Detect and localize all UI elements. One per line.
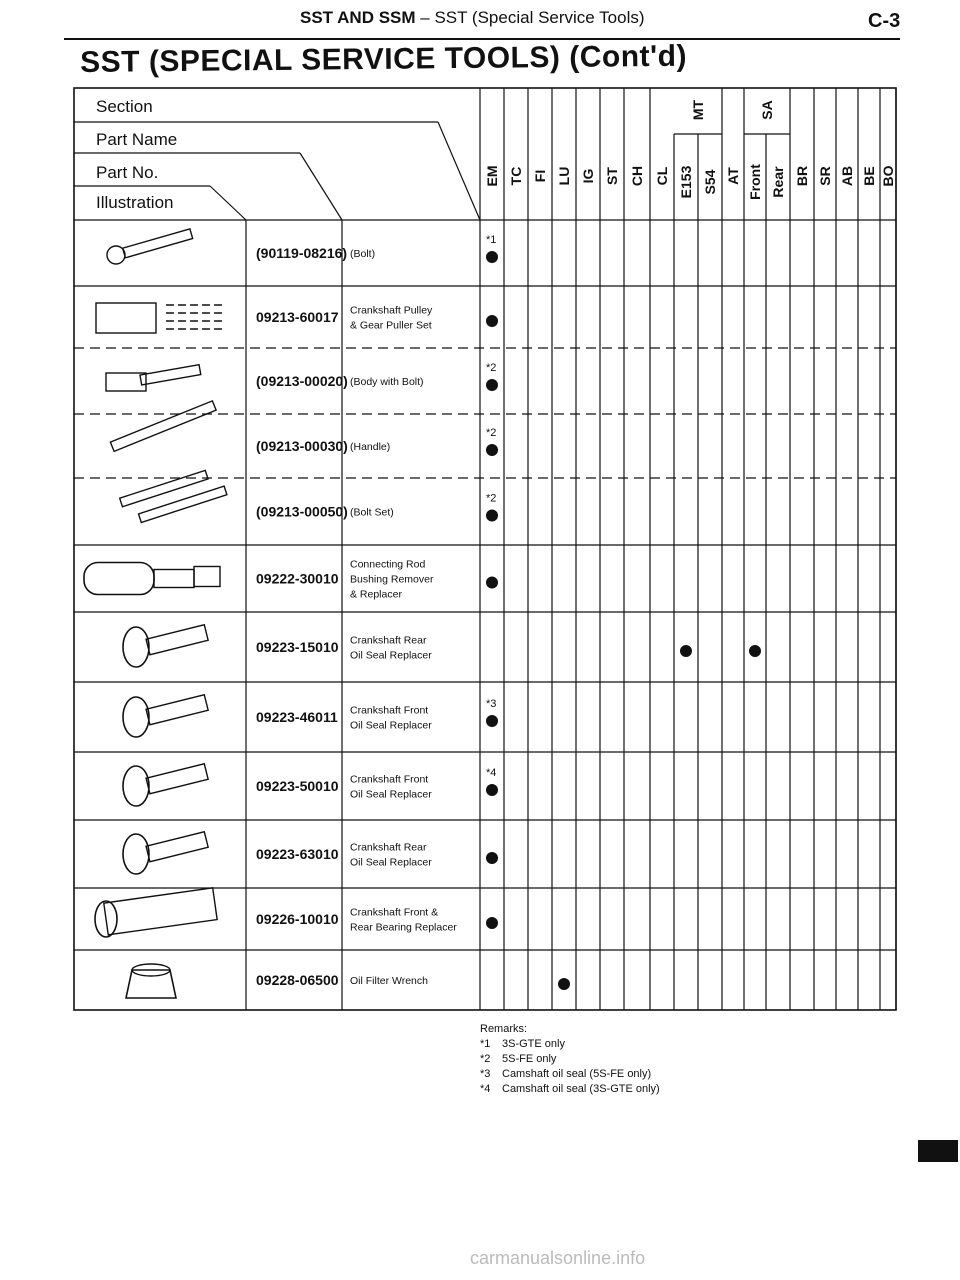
part-number: (09213-00020): [256, 373, 348, 389]
part-name-line: Bushing Remover: [350, 573, 434, 586]
part-number: 09226-10010: [256, 911, 339, 927]
column-label-sr: SR: [817, 166, 833, 186]
part-number: 09222-30010: [256, 570, 339, 587]
part-name-line: Oil Seal Replacer: [350, 719, 432, 732]
part-name-line: Oil Seal Replacer: [350, 649, 432, 662]
part-number: (09213-00030): [256, 438, 348, 454]
header-section-label: Section: [96, 97, 153, 116]
header-part-no-label: Part No.: [96, 163, 159, 182]
applicability-dot-em: [486, 379, 498, 391]
watermark: carmanualsonline.info: [470, 1248, 646, 1268]
part-name-line: Crankshaft Front &: [350, 906, 439, 919]
part-number: 09213-60017: [256, 309, 339, 325]
applicability-dot-e153: [680, 645, 692, 657]
applicability-dot-em: [486, 315, 498, 327]
column-label-ig: IG: [580, 168, 596, 184]
column-label-st: ST: [604, 167, 620, 185]
part-name-line: Oil Filter Wrench: [350, 975, 428, 987]
remark-item: *4 Camshaft oil seal (3S-GTE only): [480, 1083, 660, 1095]
part-name-line: Crankshaft Rear: [350, 841, 427, 854]
column-label-fi: FI: [532, 169, 548, 183]
table-frame: [74, 88, 896, 1010]
part-number: 09228-06500: [256, 972, 339, 988]
running-header-section: SST AND SSM: [300, 8, 416, 27]
header-illustration-label: Illustration: [96, 193, 174, 212]
bearing-replacer-illustration: [95, 888, 217, 937]
applicability-dot-em: [486, 444, 498, 456]
header-diagonal: [438, 122, 480, 220]
seal-replacer-illustration: [123, 764, 208, 806]
header-diagonal: [210, 186, 246, 220]
applicability-note: *2: [486, 492, 497, 505]
applicability-note: *2: [486, 427, 497, 439]
bushing-remover-illustration: [84, 563, 220, 595]
part-name-line: Rear Bearing Replacer: [350, 921, 457, 934]
column-label-e153: E153: [678, 165, 694, 199]
part-name-line: Crankshaft Front: [350, 704, 429, 717]
section-edge-tab: [918, 1140, 958, 1162]
running-header-subtitle: – SST (Special Service Tools): [415, 8, 645, 27]
column-label-at: AT: [725, 167, 741, 185]
part-name-line: Crankshaft Rear: [350, 634, 427, 647]
part-name-line: Connecting Rod: [350, 558, 426, 571]
bolt-illustration: [107, 229, 193, 264]
group-label-sa: SA: [759, 100, 775, 120]
applicability-dot-em: [486, 784, 498, 796]
filter-wrench-illustration: [126, 964, 176, 998]
applicability-dot-em: [486, 917, 498, 929]
part-number: 09223-15010: [256, 639, 339, 655]
applicability-dot-em: [486, 510, 498, 522]
column-label-tc: TC: [508, 166, 524, 186]
column-label-s54: S54: [702, 169, 718, 195]
column-label-ch: CH: [629, 165, 645, 187]
remark-item: *2 5S-FE only: [480, 1053, 557, 1065]
column-label-front: Front: [747, 164, 763, 200]
column-label-be: BE: [861, 166, 877, 186]
column-label-em: EM: [484, 165, 500, 187]
applicability-note: *2: [486, 362, 497, 374]
puller-set-case-illustration: [96, 303, 226, 333]
part-name-line: (Bolt Set): [350, 506, 394, 519]
part-number: 09223-46011: [256, 709, 338, 725]
part-number: (09213-00050): [256, 503, 348, 520]
column-label-lu: LU: [556, 166, 572, 186]
applicability-dot-lu: [558, 978, 570, 990]
header-part-name-label: Part Name: [96, 130, 178, 149]
applicability-dot-em: [486, 715, 498, 727]
column-label-ab: AB: [839, 165, 855, 187]
applicability-note: *3: [486, 698, 497, 710]
part-number: 09223-63010: [256, 846, 339, 862]
remarks-title: Remarks:: [480, 1023, 528, 1035]
seal-replacer-illustration: [123, 832, 208, 874]
remark-item: *3 Camshaft oil seal (5S-FE only): [480, 1068, 652, 1080]
part-name-line: Oil Seal Replacer: [350, 856, 432, 869]
seal-replacer-illustration: [123, 695, 208, 737]
part-name-line: Crankshaft Pulley: [350, 304, 433, 317]
applicability-dot-front: [749, 645, 761, 657]
applicability-dot-em: [486, 577, 498, 589]
column-label-bo: BO: [880, 165, 896, 187]
part-name-line: Crankshaft Front: [350, 773, 429, 786]
part-name-line: (Bolt): [350, 248, 376, 260]
part-name-line: (Handle): [350, 441, 391, 453]
part-number: 09223-50010: [256, 778, 339, 794]
part-name-line: Oil Seal Replacer: [350, 788, 432, 801]
applicability-dot-em: [486, 251, 498, 263]
remark-item: *1 3S-GTE only: [480, 1038, 565, 1050]
remarks: [480, 1022, 660, 1097]
applicability-note: *4: [486, 767, 497, 779]
column-label-br: BR: [794, 165, 810, 187]
part-name-line: (Body with Bolt): [350, 376, 424, 388]
page-number: C-3: [868, 10, 901, 32]
puller-body-illustration: [106, 365, 201, 391]
header-diagonal: [300, 153, 342, 220]
part-name-line: & Gear Puller Set: [350, 319, 432, 332]
applicability-note: *1: [486, 234, 497, 246]
part-number: (90119-08216): [256, 245, 348, 261]
group-label-mt: MT: [690, 99, 706, 121]
part-name-line: & Replacer: [350, 588, 402, 601]
column-label-cl: CL: [654, 166, 670, 186]
seal-replacer-illustration: [123, 625, 208, 667]
handle-illustration: [110, 401, 216, 451]
column-label-rear: Rear: [770, 166, 786, 198]
applicability-dot-em: [486, 852, 498, 864]
page-title: SST (SPECIAL SERVICE TOOLS) (Cont'd): [80, 39, 688, 79]
